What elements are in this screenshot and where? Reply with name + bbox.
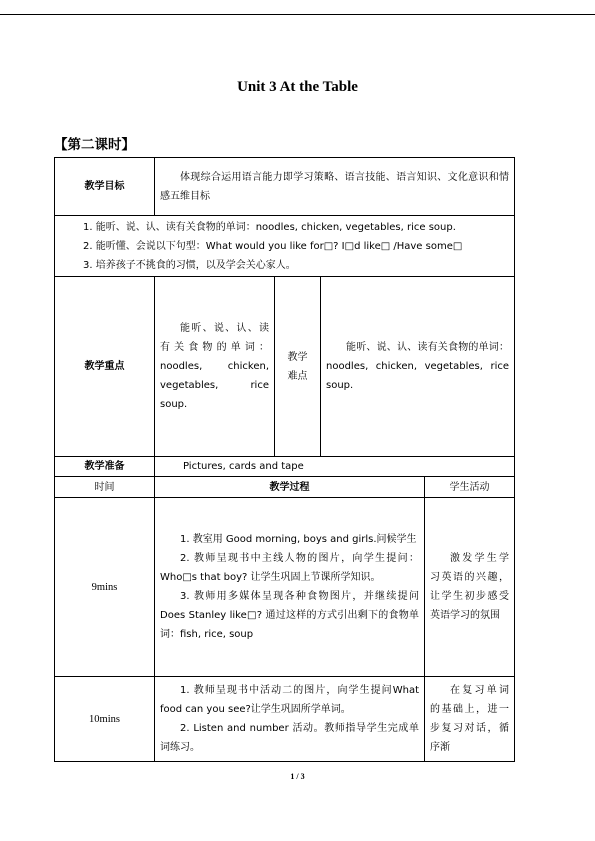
goal-item: 1. 能听、说、认、读有关食物的单词：noodles, chicken, vegetables, rice soup. [83, 221, 456, 233]
process-step: 3. 教师用多媒体呈现各种食物图片，并继续提问 Does Stanley like□? 通过这样的方式引出剩下的食物单词：fish, rice, soup [160, 591, 419, 640]
goals-row [55, 158, 515, 216]
process-step: 2. Listen and number 活动。教师指导学生完成单词练习。 [160, 723, 419, 753]
row-student: 在复习单词的基础上，进一步复习对话，循序渐 [425, 677, 515, 762]
document-title: Unit 3 At the Table [237, 79, 358, 95]
keypoints-content: 能听、说、认、读有关食物的单词：noodles, chicken, vegetables, rice soup. [155, 277, 275, 457]
difficulty-label: 教学难点 [275, 277, 321, 457]
section-heading: 【第二课时】 [54, 137, 135, 153]
process-header: 教学过程 [155, 477, 425, 498]
process-step: 1. 教师呈现书中活动二的图片，向学生提问What food can you see?让学生巩固所学单词。 [160, 685, 419, 715]
row-time: 10mins [55, 677, 155, 762]
goals-items-cell [55, 216, 515, 277]
student-header: 学生活动 [425, 477, 515, 498]
row-time: 9mins [55, 498, 155, 677]
time-header: 时间 [55, 477, 155, 498]
keypoints-row [55, 277, 515, 457]
goals-summary: 体现综合运用语言能力即学习策略、语言技能、语言知识、文化意识和情感五维目标 [155, 158, 515, 216]
preparation-label: 教学准备 [55, 457, 155, 477]
goals-items-row [55, 216, 515, 277]
table-row [55, 498, 515, 677]
process-step: 2. 教师呈现书中主线人物的图片，向学生提问：Who□s that boy? 让学生巩固上节课所学知识。 [160, 553, 419, 583]
row-process [155, 677, 425, 762]
lesson-plan-table [54, 157, 515, 762]
difficulty-content: 能听、说、认、读有关食物的单词：noodles, chicken, vegetables, rice soup. [321, 277, 515, 457]
preparation-row [55, 457, 515, 477]
goal-item: 3. 培养孩子不挑食的习惯，以及学会关心家人。 [83, 259, 296, 271]
goals-label: 教学目标 [55, 158, 155, 216]
preparation-content: Pictures, cards and tape [155, 457, 515, 477]
page-number: 1 / 3 [290, 772, 305, 781]
row-student: 激发学生学习英语的兴趣，让学生初步感受英语学习的氛围 [425, 498, 515, 677]
process-step: 1. 教室用 Good morning, boys and girls.问候学生 [180, 534, 417, 545]
keypoints-label: 教学重点 [55, 277, 155, 457]
goal-item: 2. 能听懂、会说以下句型：What would you like for□? I□d like□ /Have some□ [83, 240, 463, 252]
header-rule [0, 14, 595, 15]
process-header-row [55, 477, 515, 498]
table-row [55, 677, 515, 762]
row-process [155, 498, 425, 677]
